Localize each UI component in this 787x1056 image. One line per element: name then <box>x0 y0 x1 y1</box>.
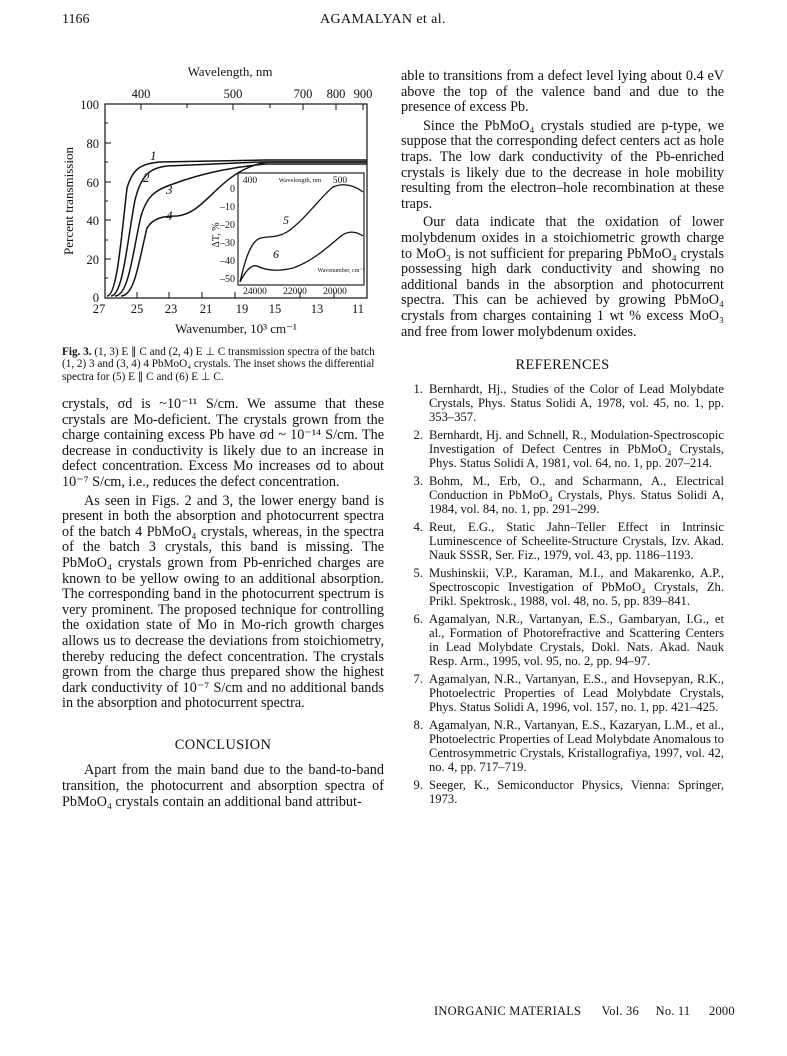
curve-label-5: 5 <box>283 213 289 227</box>
inset-x-tick: 22000 <box>283 287 307 297</box>
top-axis-label: Wavelength, nm <box>187 64 273 79</box>
right-column <box>401 69 724 810</box>
right-paragraph-3: Our data indicate that the oxidation of lower molybdenum oxides in a stoichiometric growth charge to MoO₃ is not sufficient for preparing PbMoO₄ crystals possessing high dark conductivity and showing no additional bands in the absorption and photocurrent spectra. This can be achieved by growing PbMoO₄ crystals from charges containing 1 wt % excess MoO₃ and free from lower molybdenum oxides. <box>401 214 724 340</box>
y-tick: 80 <box>86 137 99 151</box>
inset-top-tick: 500 <box>332 176 348 186</box>
curve-label-3: 3 <box>166 182 173 197</box>
top-tick: 900 <box>353 87 373 101</box>
x-tick: 25 <box>130 302 144 316</box>
reference-item: 5. Mushinskii, V.P., Karaman, M.I., and Makarenko, A.P., Spectroscopic Investigation of PbMoO₄ Crystals, Zh. Prikl. Spektrosk., 1988, vol. 48, no. 5, pp. 839–841. <box>413 565 724 608</box>
inset-y-tick: 0 <box>230 184 235 195</box>
top-tick-marks <box>141 104 363 110</box>
y-tick-marks <box>105 123 111 278</box>
x-tick: 13 <box>310 302 324 316</box>
reference-item: 8. Agamalyan, N.R., Vartanyan, E.S., Kazaryan, L.M., et al., Photoelectric Properties of Lead Molybdate Anomalous to Centrosymmetric Crystals, Kristallografiya, 1997, vol. 42, no. 4, pp. 717–719. <box>413 717 724 774</box>
reference-item: 7. Agamalyan, N.R., Vartanyan, E.S., and Hovsepyan, R.K., Photoelectric Properties of Lead Molybdate Crystals, Phys. Status Solidi A, 1996, vol. 157, no. 1, pp. 421–425. <box>413 671 724 714</box>
top-tick: 700 <box>293 87 313 101</box>
y-tick: 60 <box>86 176 99 190</box>
footer-journal: INORGANIC MATERIALS <box>434 1004 582 1018</box>
references-heading: REFERENCES <box>515 357 610 374</box>
references-list <box>401 382 724 806</box>
x-tick: 27 <box>92 302 106 316</box>
y-tick: 40 <box>86 214 99 228</box>
curve-label-2: 2 <box>143 170 150 185</box>
reference-item: 9. Seeger, K., Semiconductor Physics, Vienna: Springer, 1973. <box>413 777 724 806</box>
y-tick: 0 <box>92 291 99 305</box>
inset-top-tick: 400 <box>242 176 258 186</box>
inset-x-tick: 24000 <box>243 287 267 297</box>
reference-item: 6. Agamalyan, N.R., Vartanyan, E.S., Gambaryan, I.G., et al., Formation of Photorefractive and Scattering Centers in Lead Molybdate Crystals, Dokl. Nats. Akad. Nauk Resp. Arm., 1995, vol. 95, no. 2, pp. 94–97. <box>413 611 724 668</box>
reference-item: 2. Bernhardt, Hj. and Schnell, R., Modulation-Spectroscopic Investigation of Defect Centres in PbMoO₄ Crystals, Phys. Status Solidi A, 1981, vol. 64, no. 1, pp. 207–214. <box>413 427 724 470</box>
figure-caption <box>62 346 384 383</box>
inset-y-tick: –50 <box>220 274 235 285</box>
footer-volume: Vol. 36 <box>601 1004 639 1018</box>
top-tick: 500 <box>223 87 243 101</box>
footer-year: 2000 <box>709 1004 735 1018</box>
top-tick: 800 <box>326 87 346 101</box>
reference-item: 4. Reut, E.G., Static Jahn–Teller Effect in Intrinsic Luminescence of Scheelite-Structure Crystals, Izv. Akad. Nauk SSSR, Ser. Fiz., 1979, vol. 43, pp. 1186–1193. <box>413 519 724 562</box>
page-number: 1166 <box>62 12 90 27</box>
inset-y-label: ΔT, % <box>211 222 222 248</box>
x-tick: 11 <box>351 302 365 316</box>
inset-x-tick: 20000 <box>323 287 347 297</box>
reference-item: 3. Bohm, M., Erb, O., and Scharmann, A., Electrical Conduction in PbMoO₄ Crystals, Phys. Status Solidi A, 1984, vol. 84, no. 1, pp. 291–299. <box>413 473 724 516</box>
inset-top-label: Wavelength, nm <box>278 177 322 184</box>
curve-label-6: 6 <box>273 247 279 261</box>
caption-label: Fig. 3. <box>62 346 92 358</box>
left-paragraph-2: As seen in Figs. 2 and 3, the lower energy band is present in both the absorption and photocurrent spectra of the batch 4 PbMoO₄ crystals, whereas, in the spectra of the batch 3 crystals, this band is missing. The PbMoO₄ crystals grown from Pb-enriched charges are known to be yellow owing to an additional absorption. The corresponding band in the photocurrent spectrum is very prominent. The proposed technique for controlling the oxidation state of Mo in Mo-rich growth charges allows us to decrease the deviations from stoichiometry, thereby reducing the defect concentration. The crystals grown from the charge thus prepared show the highest dark conductivity of 10⁻⁷ S/cm and no additional bands in the absorption and photocurrent spectra. <box>62 492 384 712</box>
left-paragraph-1: crystals, σd is ~10⁻¹¹ S/cm. We assume that these crystals are Mo-deficient. The crystals grown from the charge containing excess Pb have σd ~ 10⁻¹⁴ S/cm. The decrease in conductivity is likely due to an increase in defect concentration. Excess Mo increases σd to about 10⁻⁷ S/cm, i.e., reduces the defect concentration. <box>62 396 384 490</box>
x-tick: 19 <box>235 302 249 316</box>
footer <box>434 1004 735 1019</box>
curve-label-4: 4 <box>166 208 173 223</box>
top-tick: 400 <box>131 87 151 101</box>
inset-y-tick: –10 <box>220 202 235 213</box>
y-tick: 100 <box>80 98 99 112</box>
caption-text: (1, 3) E ∥ C and (2, 4) E ⊥ C transmission spectra of the batch (1, 2) 3 and (3, 4) 4 PbMoO₄ crystals. The inset shows the differential spectra for (5) E ∥ C and (6) E ⊥ C. <box>62 346 375 383</box>
inset-y-tick: –20 <box>220 220 235 231</box>
running-title: AGAMALYAN et al. <box>320 12 446 27</box>
y-axis-label: Percent transmission <box>61 147 76 255</box>
conclusion-heading: CONCLUSION <box>174 736 272 753</box>
inset-x-label: Wavenumber, cm⁻¹ <box>317 268 365 274</box>
y-tick: 20 <box>86 253 99 267</box>
left-paragraph-3: Apart from the main band due to the band-to-band transition, the photocurrent and absorption spectra of PbMoO₄ crystals contain an additional band attribut- <box>62 762 384 810</box>
x-axis-label: Wavenumber, 10³ cm⁻¹ <box>175 321 297 336</box>
right-paragraph-1: able to transitions from a defect level lying about 0.4 eV above the top of the valence band and due to the presence of excess Pb. <box>401 68 724 116</box>
x-tick: 23 <box>164 302 178 316</box>
reference-item: 1. Bernhardt, Hj., Studies of the Color of Lead Molybdate Crystals, Phys. Status Solidi A, 1978, vol. 45, no. 1, pp. 353–357. <box>413 381 724 424</box>
figure-3 <box>55 60 395 350</box>
inset-y-tick: –30 <box>220 238 235 249</box>
left-column <box>62 397 384 810</box>
right-paragraph-2: Since the PbMoO₄ crystals studied are p-type, we suppose that the corresponding defect centers act as hole traps. The low dark conductivity of the Pb-enriched crystals is likely due to the decrease in hole mobility resulting from the electron–hole recombination at these traps. <box>401 117 724 212</box>
inset-y-tick: –40 <box>220 256 235 267</box>
curve-label-1: 1 <box>150 148 157 163</box>
x-tick: 21 <box>199 302 213 316</box>
x-tick: 15 <box>268 302 282 316</box>
footer-issue: No. 11 <box>655 1004 691 1018</box>
